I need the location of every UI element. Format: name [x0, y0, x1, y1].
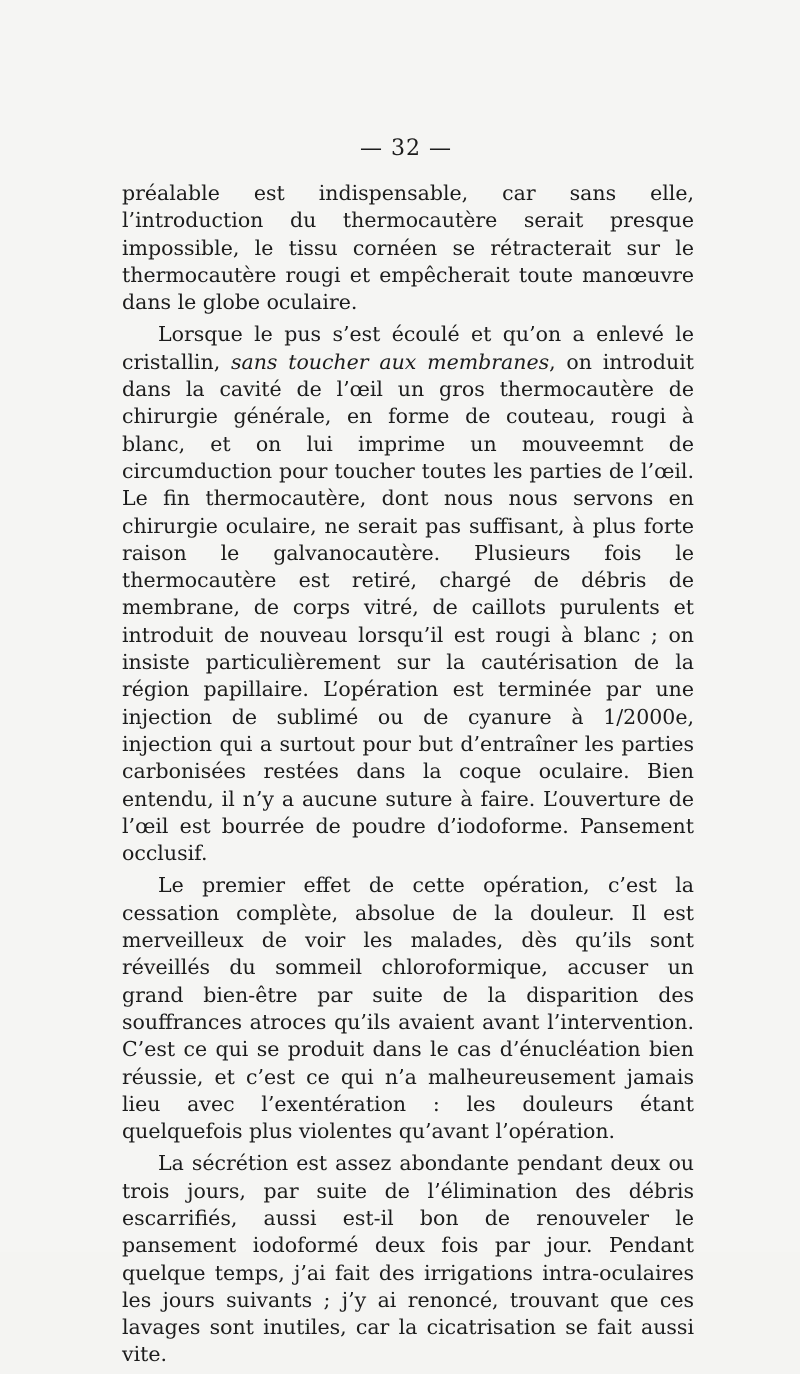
text-segment: , on introduit dans la cavité de l’œil un gros thermocautère de chirurgie générale, en forme de couteau, rougi à blanc, et on lui imprime un mouveemnt de circumduction pour toucher toutes les parties de l’œil. Le fin thermocautère, dont nous nous servons en chirurgie oculaire, ne serait pas suffisant, à plus forte raison le galvanocautère. Plusieurs fois le thermocautère est retiré, chargé de débris de membrane, de corps vitré, de caillots purulents et introduit de nouveau lorsqu’il est rougi à blanc ; on insiste particulièrement sur la cautérisation de la région papillaire. L’opération est terminée par une injection de sublimé ou de cyanure à 1/2000e, injection qui a surtout pour but d’entraîner les parties carbonisées restées dans la coque oculaire. Bien entendu, il n’y a aucune suture à faire. L’ouverture de l’œil est bourrée de poudre d’iodoforme. Pansement occlusif.: [122, 349, 694, 866]
text-segment: préalable est indispensable, car sans elle, l’introduction du thermocautère serait presque impossible, le tissu cornéen se rétracterait sur le thermocautère rougi et empêcherait toute manœuvre dans le globe oculaire.: [122, 181, 694, 315]
paragraph-4: [122, 1150, 694, 1368]
paragraph-3: [122, 872, 694, 1145]
text-segment: La sécrétion est assez abondante pendant deux ou trois jours, par suite de l’élimination des débris escarrifiés, aussi est-il bon de renouveler le pansement iodoformé deux fois par jour. Pendant quelque temps, j’ai fait des irrigations intra-oculaires les jours suivants ; j’y ai renoncé, trouvant que ces lavages sont inutiles, car la cicatrisation se fait aussi vite.: [122, 1151, 694, 1367]
text-segment: Lorsque le pus s’est écoulé et qu’on a enlevé le cristallin,: [122, 322, 694, 374]
page-number: — 32 —: [360, 136, 452, 161]
paragraph-1: [122, 180, 694, 316]
text-segment: Le premier effet de cette opération, c’est la cessation complète, absolue de la douleur. Il est merveilleux de voir les malades, dès qu’ils sont réveillés du sommeil chloroformique, accuser un grand bien-être par suite de la disparition des souffrances atroces qu’ils avaient avant l’intervention. C’est ce qui se produit dans le cas d’énucléation bien réussie, et c’est ce qui n’a malheureusement jamais lieu avec l’exentération : les douleurs étant quelquefois plus violentes qu’avant l’opération.: [122, 873, 694, 1144]
paragraph-2: [122, 321, 694, 867]
italic-segment: sans toucher aux membranes: [230, 349, 550, 374]
body-text: [122, 180, 694, 1374]
